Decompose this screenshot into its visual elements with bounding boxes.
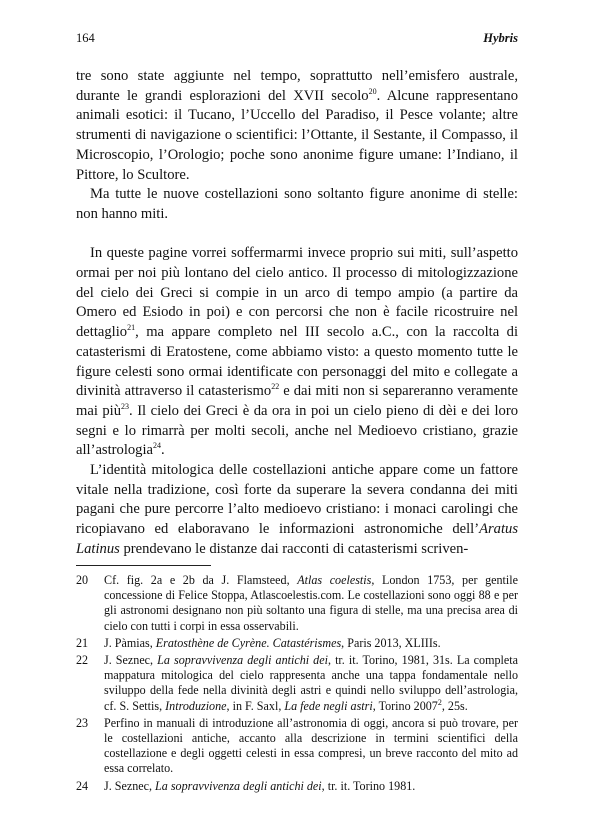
italic-title: Eratosthène de Cyrène. Catastérismes	[155, 635, 342, 650]
footnote-text	[104, 653, 518, 713]
footnote-number: 22	[76, 653, 89, 668]
running-title: Hybris	[483, 31, 518, 45]
paragraph	[76, 461, 518, 560]
text-run: , 25s.	[441, 698, 468, 713]
footnote-number: 21	[76, 635, 89, 650]
footnote-ref: 20	[368, 86, 377, 96]
text-run: , in F. Saxl,	[226, 698, 285, 713]
text-run: . Alcune rappresentano animali esotici: il Tucano, l’Uccello del Paradiso, il Pesce volante; altre strumenti di navigazione o scientifici: l’Ottante, il Sestante, il Compasso, il Microscopio, l’Orologio; poche sono anonime figure umane: l’Indiano, il Pittore, lo Scultore.	[76, 87, 518, 183]
footnote-text	[104, 716, 518, 776]
italic-title: Introduzione	[165, 698, 227, 713]
footnote-ref: 23	[121, 402, 130, 412]
footnote	[76, 636, 518, 651]
text-run: e dai miti non si separeranno veramente mai più	[76, 383, 518, 419]
text-run: L’identità mitologica delle costellazioni antiche appare come un fattore vitale nella tradizione, così forte da superare la severa condanna dei miti pagani che pure percorre l’alto medioevo cristiano: i monaci carolingi che ricopiavano ed elaboravano le informazioni astronomiche dell’	[76, 462, 518, 538]
text-run: Ma tutte le nuove costellazioni sono soltanto figure anonime di stelle: non hanno miti.	[76, 186, 518, 222]
paragraph-continuation	[76, 67, 518, 185]
text-run: J. Seznec,	[104, 778, 156, 793]
text-run: J. Pàmias,	[104, 635, 156, 650]
text-run: , Paris 2013, XLIIIs.	[341, 635, 441, 650]
italic-title: La fede negli astri	[284, 698, 373, 713]
footnote	[76, 716, 518, 777]
footnote	[76, 779, 518, 794]
italic-title: Atlas coelestis	[297, 573, 372, 587]
footnotes	[76, 573, 518, 796]
text-run: In queste pagine vorrei soffermarmi invece proprio sui miti, sull’aspetto ormai per noi più lontano del cielo antico. Il processo di mitologizzazione del cielo dei Greci si compie in un arco di tempo ampio (a partire da Omero ed Esiodo in poi) e con percorsi che non è facile ricostruire nel dettaglio	[76, 245, 518, 341]
page-number: 164	[76, 31, 95, 45]
footnote	[76, 653, 518, 714]
paragraph	[76, 185, 518, 224]
footnote-text	[104, 636, 441, 650]
footnote-ref: 22	[271, 382, 280, 392]
footnote-ref: 21	[127, 323, 136, 333]
footnote-number: 20	[76, 573, 89, 587]
running-header	[76, 31, 518, 49]
text-run: , tr. it. Torino, 1981, 31s. La completa mappatura mitologica del cielo rappresenta anche una tappa fondamentale nello sviluppo della fede nella divinità degli astri e quindi nello sviluppo dell’astrologia, cf. S. Settis,	[104, 653, 518, 713]
text-run: J. Seznec,	[104, 653, 158, 668]
text-run: , London 1753, per gentile concessione di Felice Stoppa, Atlascoelestis.com. Le costellazioni sono oggi 88 e per gli astronomi designano non più soltanto una figura di stelle, ma una precisa area di cielo con tutti i corpi in essa osservabili.	[104, 573, 518, 633]
text-run: , tr. it. Torino 1981.	[321, 778, 416, 793]
footnote-ref: 24	[153, 441, 161, 451]
paragraph	[76, 244, 518, 461]
footnote-number: 23	[76, 715, 89, 730]
main-text	[76, 67, 518, 560]
text-run: . Il cielo dei Greci è da ora in poi un cielo pieno di dèi e dei loro segni e lo rimarrà per molti secoli, anche nel Medioevo cristiano, grazie all’astrologia	[76, 402, 518, 459]
text-run: prendevano le distanze dai racconti di catasterismi scriven-	[119, 540, 469, 557]
footnote-number: 24	[76, 778, 89, 793]
text-run: .	[161, 442, 165, 459]
text-run: , ma appare completo nel III secolo a.C., con la raccolta di catasterismi di Eratostene, come abbiamo visto: a questo momento tutte le figure celesti sono ormai identificate con personaggi del mito e collegate a divinità attraverso il catasterismo	[76, 324, 518, 400]
footnote-ref: 2	[437, 697, 442, 707]
italic-title: La sopravvivenza degli antichi dei	[155, 778, 322, 793]
footnote	[76, 573, 518, 634]
footnote-text	[104, 779, 415, 793]
text-run: , Torino 2007	[372, 698, 438, 713]
italic-title: Aratus Latinus	[76, 521, 518, 557]
footnote-text	[104, 573, 518, 633]
footnote-separator	[76, 565, 211, 566]
italic-title: La sopravvivenza degli antichi dei	[157, 653, 328, 668]
text-run: Cf. fig. 2a e 2b da J. Flamsteed,	[104, 573, 298, 587]
text-run: tre sono state aggiunte nel tempo, soprattutto nell’emisfero australe, durante le grandi esplorazioni del XVII secolo	[76, 68, 518, 104]
text-run: Perfino in manuali di introduzione all’astronomia di oggi, ancora si può trovare, per le costellazioni antiche, accanto alla descrizione in termini scientifici della costellazione e degli oggetti celesti in essa compresi, un breve racconto del mito ad essa correlato.	[104, 715, 518, 776]
